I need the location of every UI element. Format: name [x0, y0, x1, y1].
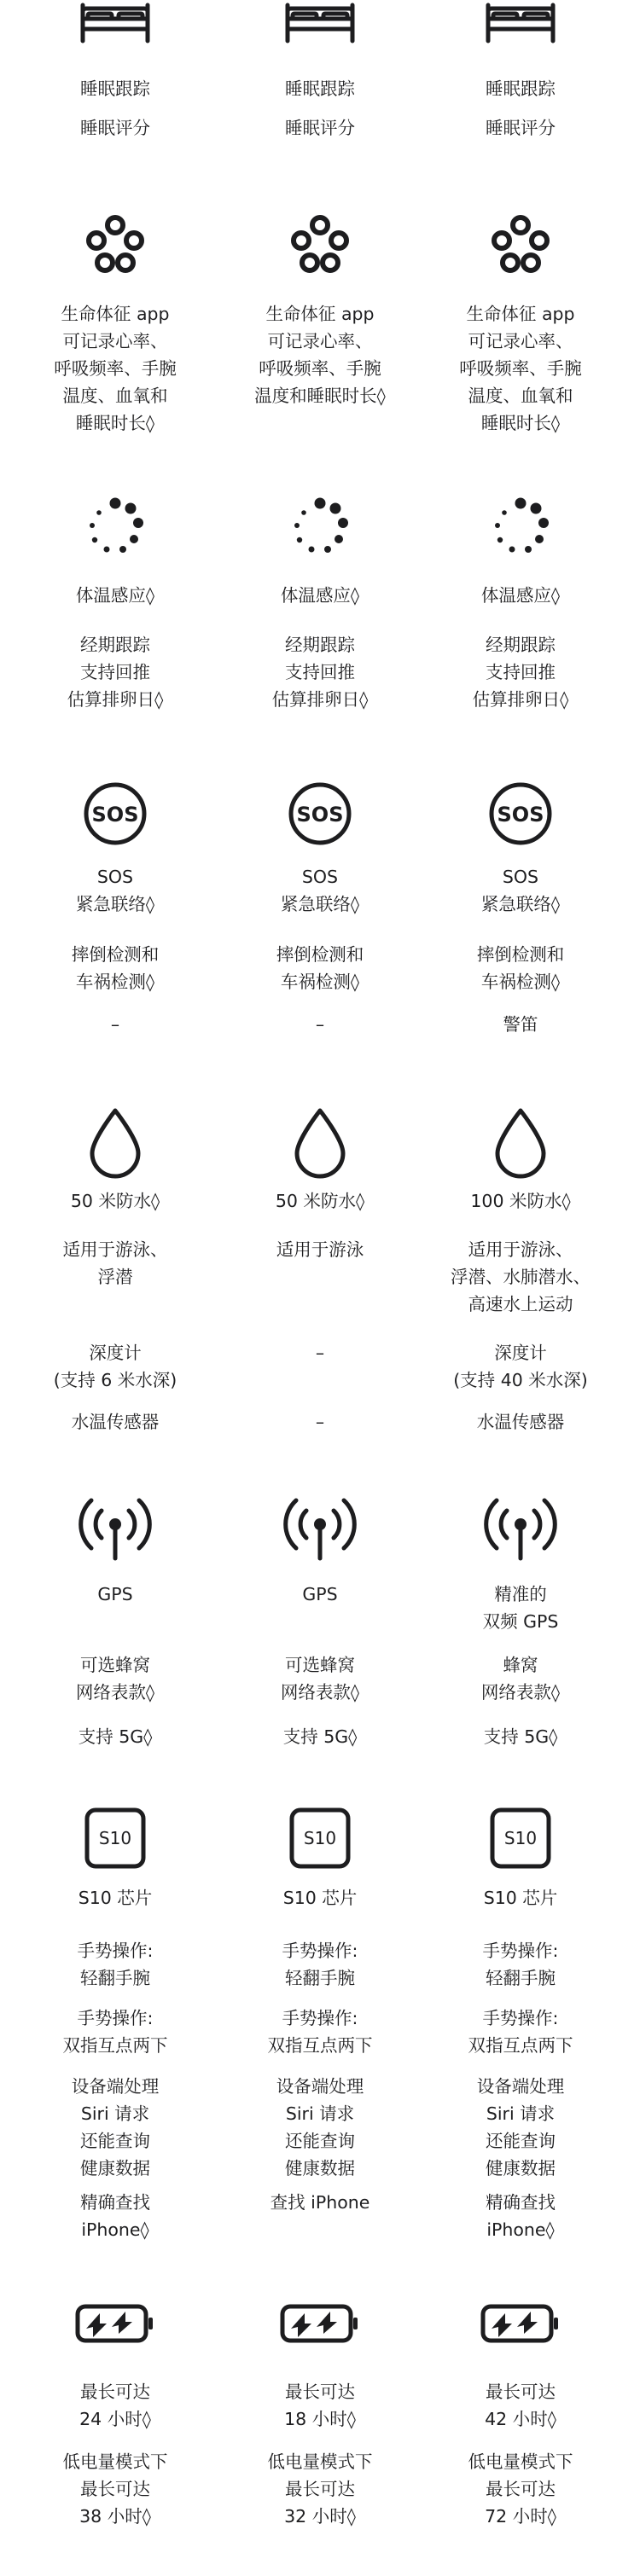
spec-group — [222, 114, 418, 142]
chip-icon-text: S10 — [98, 1828, 132, 1848]
spec-group — [222, 1011, 418, 1038]
spec-line: 还能查询 — [486, 2131, 556, 2151]
spec-line: 摔倒检测和 — [476, 944, 565, 965]
spec-line: 手势操作: — [77, 1941, 154, 1961]
spec-line: 温度、血氧和 — [468, 386, 573, 406]
spec-line: 摔倒检测和 — [276, 944, 364, 965]
spec-line: 最长可达 — [486, 2382, 556, 2402]
spec-group — [222, 941, 418, 995]
battery-charging-icon — [74, 2303, 156, 2344]
spec-line: 精准的 — [494, 1584, 547, 1604]
spec-line: 水温传感器 — [71, 1412, 160, 1432]
temperature-sensing-icon — [486, 495, 555, 563]
spec-group — [17, 941, 213, 995]
spec-line: 健康数据 — [486, 2158, 556, 2179]
spec-group — [17, 300, 213, 437]
spec-line: 体温感应◊ — [480, 585, 561, 606]
spec-line: SOS — [301, 867, 339, 887]
antenna-icon — [76, 1492, 154, 1564]
battery-charging-icon — [279, 2303, 361, 2344]
water-drop-icon — [85, 1105, 145, 1179]
water-drop-icon — [290, 1105, 350, 1179]
chip-icon — [288, 1806, 352, 1871]
spec-line: 18 小时◊ — [284, 2409, 356, 2429]
spec-line: 支持回推 — [486, 662, 556, 682]
battery-charging-icon-wrap — [422, 2303, 619, 2344]
spec-line: GPS — [302, 1584, 338, 1604]
temperature-sensing-icon — [286, 495, 354, 563]
spec-line: 支持回推 — [80, 662, 150, 682]
spec-line: 蜂窝 — [503, 1655, 538, 1675]
spec-group — [222, 631, 418, 713]
vitals-icon — [286, 213, 354, 281]
spec-group — [422, 1937, 619, 1992]
sos-icon-wrap — [17, 780, 213, 848]
spec-line: 轻翻手腕 — [285, 1968, 355, 1988]
spec-group — [422, 1408, 619, 1436]
spec-line: 低电量模式下 — [267, 2451, 373, 2472]
spec-group — [422, 1236, 619, 1318]
section-water — [0, 1105, 640, 1432]
spec-line: 双指互点两下 — [468, 2035, 573, 2056]
spec-group — [222, 75, 418, 102]
spec-line: 可记录心率、 — [468, 331, 573, 351]
spec-line: 生命体征 app — [265, 304, 375, 324]
spec-line: 手势操作: — [77, 2008, 154, 2028]
chip-icon-wrap — [17, 1806, 213, 1871]
spec-line: 50 米防水◊ — [70, 1191, 160, 1211]
spec-line: 设备端处理 — [71, 2076, 160, 2097]
spec-group — [17, 1937, 213, 1992]
spec-group — [222, 1581, 418, 1608]
spec-group — [17, 2378, 213, 2433]
spec-group — [222, 1884, 418, 1912]
bed-icon — [76, 0, 154, 46]
spec-group — [422, 582, 619, 609]
spec-line: 支持 5G◊ — [483, 1726, 558, 1747]
spec-line: 最长可达 — [80, 2479, 150, 2499]
spec-line: 估算排卵日◊ — [271, 689, 369, 710]
spec-group — [422, 2005, 619, 2059]
bed-icon-wrap — [17, 0, 213, 46]
water-drop-icon-wrap — [222, 1105, 418, 1179]
spec-group — [422, 1723, 619, 1750]
spec-line: 经期跟踪 — [285, 635, 355, 655]
spec-group — [222, 2448, 418, 2530]
spec-line: 最长可达 — [486, 2479, 556, 2499]
spec-line: 手势操作: — [482, 1941, 559, 1961]
spec-line: 体温感应◊ — [75, 585, 155, 606]
spec-line: 24 小时◊ — [79, 2409, 151, 2429]
antenna-icon — [481, 1492, 560, 1564]
spec-line: 可选蜂窝 — [80, 1655, 150, 1675]
bed-icon-wrap — [422, 0, 619, 46]
water-drop-icon-wrap — [422, 1105, 619, 1179]
spec-line: 还能查询 — [80, 2131, 150, 2151]
spec-line: – — [315, 1014, 325, 1035]
chip-icon-wrap — [422, 1806, 619, 1871]
spec-group — [17, 2005, 213, 2059]
spec-line: 紧急联络◊ — [480, 894, 561, 914]
battery-charging-icon-wrap — [222, 2303, 418, 2344]
chip-icon — [83, 1806, 148, 1871]
spec-group — [222, 1236, 418, 1263]
chip-icon — [488, 1806, 553, 1871]
temperature-sensing-icon — [81, 495, 149, 563]
water-drop-icon-wrap — [17, 1105, 213, 1179]
spec-line: 手势操作: — [482, 2008, 559, 2028]
vitals-icon — [81, 213, 149, 281]
spec-line: 手势操作: — [282, 2008, 358, 2028]
section-battery — [0, 2303, 640, 2576]
spec-line: 经期跟踪 — [486, 635, 556, 655]
spec-group — [422, 941, 619, 995]
spec-group — [422, 1884, 619, 1912]
spec-line: 睡眠时长◊ — [75, 413, 155, 433]
section-temperature — [0, 495, 640, 768]
spec-group — [17, 2448, 213, 2530]
spec-line: 估算排卵日◊ — [67, 689, 164, 710]
spec-line: 浮潜 — [97, 1267, 133, 1287]
spec-line: 深度计 — [494, 1343, 547, 1363]
spec-line: 还能查询 — [285, 2131, 355, 2151]
spec-group — [222, 2378, 418, 2433]
spec-line: 适用于游泳 — [276, 1239, 364, 1260]
vitals-icon — [486, 213, 555, 281]
sos-icon — [81, 780, 149, 848]
spec-line: 100 米防水◊ — [470, 1191, 571, 1211]
spec-group — [422, 863, 619, 918]
spec-group — [222, 863, 418, 918]
spec-line: 可选蜂窝 — [285, 1655, 355, 1675]
sos-icon — [286, 780, 354, 848]
sos-icon-wrap — [422, 780, 619, 848]
spec-line: 警笛 — [503, 1014, 538, 1035]
spec-group — [222, 1651, 418, 1706]
spec-group — [17, 1723, 213, 1750]
spec-line: (支持 40 米水深) — [453, 1370, 588, 1390]
spec-group — [222, 1408, 418, 1436]
spec-group — [422, 1581, 619, 1635]
spec-line: 72 小时◊ — [485, 2506, 556, 2527]
battery-charging-icon-wrap — [17, 2303, 213, 2344]
spec-line: 生命体征 app — [466, 304, 575, 324]
spec-group — [422, 631, 619, 713]
spec-line: 车祸检测◊ — [480, 972, 561, 992]
spec-line: – — [315, 1412, 325, 1432]
spec-line: 深度计 — [89, 1343, 142, 1363]
chip-icon-text: S10 — [503, 1828, 538, 1848]
spec-line: 温度和睡眠时长◊ — [254, 386, 386, 406]
antenna-icon-wrap — [422, 1492, 619, 1564]
spec-line: 温度、血氧和 — [62, 386, 168, 406]
spec-line: Siri 请求 — [285, 2103, 355, 2124]
spec-group — [222, 2005, 418, 2059]
spec-line: 32 小时◊ — [284, 2506, 356, 2527]
spec-line: 水温传感器 — [476, 1412, 565, 1432]
spec-line: 健康数据 — [285, 2158, 355, 2179]
temperature-sensing-icon-wrap — [17, 495, 213, 563]
spec-line: 42 小时◊ — [485, 2409, 556, 2429]
spec-line: 睡眠跟踪 — [80, 78, 150, 99]
spec-group — [222, 1937, 418, 1992]
spec-line: 精确查找 — [486, 2192, 556, 2213]
spec-line: Siri 请求 — [80, 2103, 150, 2124]
spec-group — [422, 2378, 619, 2433]
section-vitals — [0, 213, 640, 486]
spec-line: 低电量模式下 — [468, 2451, 573, 2472]
spec-group — [17, 582, 213, 609]
spec-group — [17, 2073, 213, 2182]
battery-charging-icon — [480, 2303, 561, 2344]
spec-line: Siri 请求 — [486, 2103, 556, 2124]
spec-line: 双指互点两下 — [267, 2035, 373, 2056]
spec-group — [222, 300, 418, 409]
spec-line: S10 芯片 — [78, 1888, 153, 1908]
spec-line: 支持 5G◊ — [282, 1726, 358, 1747]
spec-group — [222, 1723, 418, 1750]
spec-line: 双频 GPS — [482, 1611, 559, 1632]
spec-line: 浮潜、水肺潜水、 — [451, 1267, 591, 1287]
spec-line: 最长可达 — [285, 2479, 355, 2499]
spec-line: 50 米防水◊ — [275, 1191, 365, 1211]
spec-line: 支持回推 — [285, 662, 355, 682]
sos-icon — [486, 780, 555, 848]
spec-group — [17, 1187, 213, 1215]
antenna-icon — [281, 1492, 359, 1564]
spec-line: 呼吸频率、手腕 — [459, 358, 582, 379]
antenna-icon-wrap — [222, 1492, 418, 1564]
spec-line: 适用于游泳、 — [468, 1239, 573, 1260]
spec-group — [17, 114, 213, 142]
spec-line: 适用于游泳、 — [62, 1239, 168, 1260]
spec-group — [17, 1011, 213, 1038]
spec-group — [17, 1339, 213, 1394]
spec-line: 估算排卵日◊ — [472, 689, 569, 710]
spec-group — [422, 1011, 619, 1038]
spec-group — [222, 582, 418, 609]
spec-group — [422, 300, 619, 437]
spec-group — [17, 2189, 213, 2243]
spec-line: 高速水上运动 — [468, 1294, 573, 1314]
vitals-icon-wrap — [222, 213, 418, 281]
spec-line: 精确查找 — [80, 2192, 150, 2213]
section-chip — [0, 1806, 640, 2240]
spec-line: 可记录心率、 — [267, 331, 373, 351]
chip-icon-wrap — [222, 1806, 418, 1871]
spec-line: 支持 5G◊ — [78, 1726, 153, 1747]
spec-group — [422, 1339, 619, 1394]
spec-line: 轻翻手腕 — [80, 1968, 150, 1988]
spec-group — [17, 1236, 213, 1291]
sos-icon-text: SOS — [296, 803, 344, 827]
spec-line: 摔倒检测和 — [71, 944, 160, 965]
spec-group — [17, 1884, 213, 1912]
spec-line: 体温感应◊ — [280, 585, 360, 606]
spec-group — [422, 2189, 619, 2243]
spec-line: 最长可达 — [80, 2382, 150, 2402]
spec-line: 睡眠评分 — [80, 118, 150, 138]
spec-line: 经期跟踪 — [80, 635, 150, 655]
spec-line: 车祸检测◊ — [280, 972, 360, 992]
vitals-icon-wrap — [17, 213, 213, 281]
spec-line: 网络表款◊ — [280, 1682, 360, 1703]
sos-icon-wrap — [222, 780, 418, 848]
spec-line: 呼吸频率、手腕 — [259, 358, 381, 379]
spec-line: 健康数据 — [80, 2158, 150, 2179]
vitals-icon-wrap — [422, 213, 619, 281]
spec-line: 睡眠跟踪 — [486, 78, 556, 99]
spec-group — [17, 1408, 213, 1436]
spec-group — [222, 1339, 418, 1366]
bed-icon — [281, 0, 359, 46]
spec-line: 呼吸频率、手腕 — [54, 358, 177, 379]
spec-line: 双指互点两下 — [62, 2035, 168, 2056]
spec-group — [222, 2189, 418, 2216]
spec-group — [422, 114, 619, 142]
spec-line: 38 小时◊ — [79, 2506, 151, 2527]
sos-icon-text: SOS — [91, 803, 139, 827]
spec-group — [222, 1187, 418, 1215]
spec-group — [422, 1651, 619, 1706]
spec-line: GPS — [97, 1584, 133, 1604]
water-drop-icon — [491, 1105, 550, 1179]
spec-line: – — [315, 1343, 325, 1363]
spec-line: 生命体征 app — [61, 304, 170, 324]
spec-line: 睡眠时长◊ — [480, 413, 561, 433]
spec-line: 睡眠跟踪 — [285, 78, 355, 99]
spec-line: 睡眠评分 — [285, 118, 355, 138]
spec-line: (支持 6 米水深) — [53, 1370, 177, 1390]
spec-line: 车祸检测◊ — [75, 972, 155, 992]
spec-line: 设备端处理 — [476, 2076, 565, 2097]
spec-line: 网络表款◊ — [480, 1682, 561, 1703]
spec-group — [422, 75, 619, 102]
spec-line: SOS — [502, 867, 539, 887]
spec-line: 睡眠评分 — [486, 118, 556, 138]
temperature-sensing-icon-wrap — [422, 495, 619, 563]
bed-icon — [481, 0, 560, 46]
spec-group — [17, 75, 213, 102]
spec-line: 网络表款◊ — [75, 1682, 155, 1703]
spec-group — [17, 1581, 213, 1608]
spec-group — [422, 1187, 619, 1215]
chip-icon-text: S10 — [303, 1828, 337, 1848]
spec-line: – — [110, 1014, 120, 1035]
spec-group — [422, 2073, 619, 2182]
sos-icon-text: SOS — [497, 803, 544, 827]
spec-line: iPhone◊ — [486, 2219, 555, 2240]
spec-line: iPhone◊ — [81, 2219, 149, 2240]
spec-group — [17, 1651, 213, 1706]
antenna-icon-wrap — [17, 1492, 213, 1564]
section-safety — [0, 780, 640, 1053]
spec-line: 查找 iPhone — [270, 2192, 370, 2213]
spec-line: 轻翻手腕 — [486, 1968, 556, 1988]
section-connectivity — [0, 1492, 640, 1765]
spec-line: 紧急联络◊ — [280, 894, 360, 914]
spec-line: 最长可达 — [285, 2382, 355, 2402]
spec-group — [17, 631, 213, 713]
spec-line: 手势操作: — [282, 1941, 358, 1961]
spec-line: S10 芯片 — [282, 1888, 358, 1908]
spec-line: 设备端处理 — [276, 2076, 364, 2097]
spec-line: 可记录心率、 — [62, 331, 168, 351]
spec-line: SOS — [96, 867, 134, 887]
spec-line: S10 芯片 — [483, 1888, 558, 1908]
spec-line: 低电量模式下 — [62, 2451, 168, 2472]
bed-icon-wrap — [222, 0, 418, 46]
spec-group — [422, 2448, 619, 2530]
spec-line: 紧急联络◊ — [75, 894, 155, 914]
spec-group — [222, 2073, 418, 2182]
spec-group — [17, 863, 213, 918]
temperature-sensing-icon-wrap — [222, 495, 418, 563]
